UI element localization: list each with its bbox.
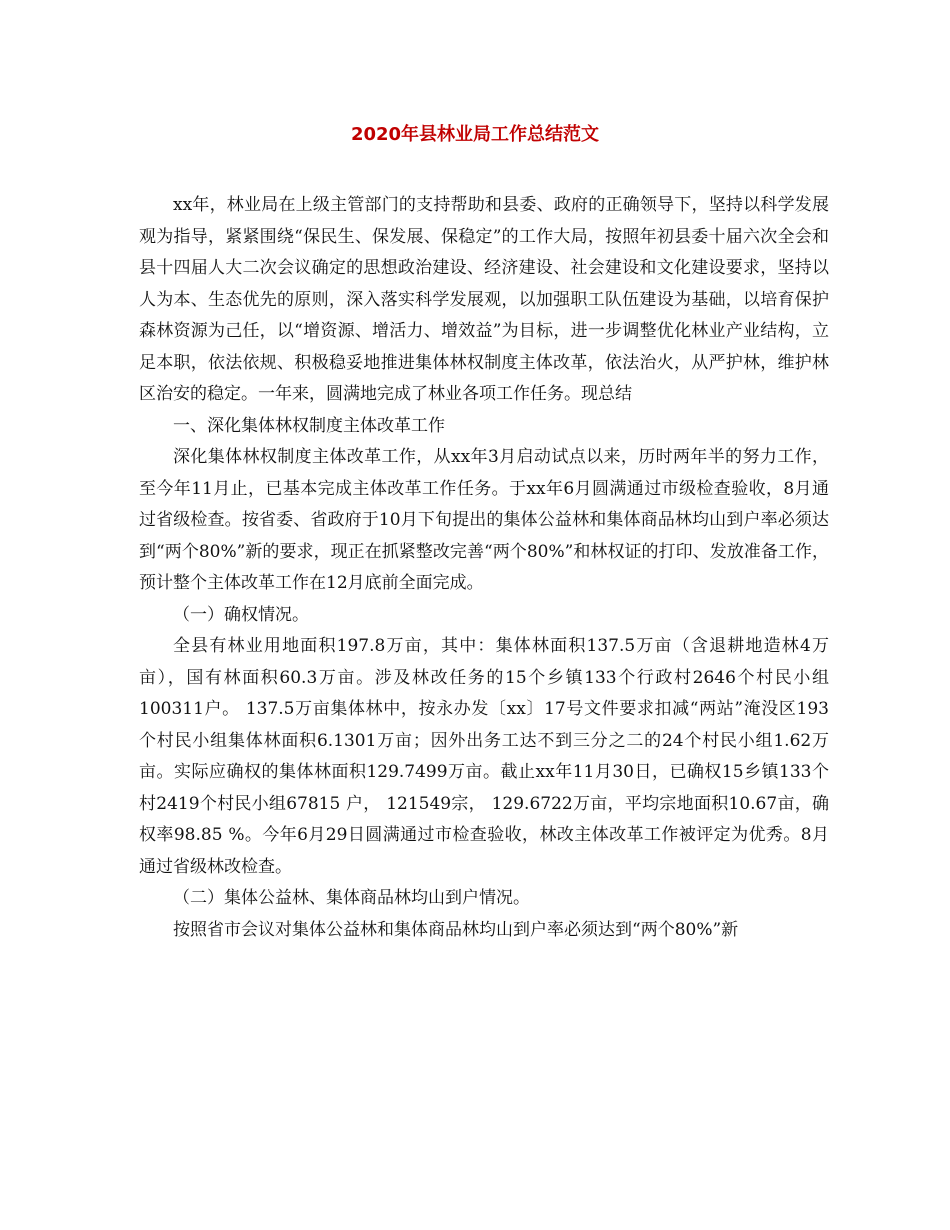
paragraph-rights: 全县有林业用地面积197.8万亩，其中：集体林面积137.5万亩（含退耕地造林4万亩），国有林面积60.3万亩。涉及林改任务的15个乡镇133个行政村2646个村民小组100311户。 137.5万亩集体林中，按永办发〔xx〕17号文件要求扣减“两站”淹没区193 个村民小组集体林面积6.1301万亩；因外出务工达不到三分之二的24个村民小组1.62万亩。实际应确权的集体林面积129.7499万亩。截止xx年11月30日，已确权15乡镇133个村2419个村民小组67815 户， 121549宗， 129.6722万亩，平均宗地面积10.67亩，确权率98.85 %。今年6月29日圆满通过市检查验收，林改主体改革工作被评定为优秀。8月通过省级林改检查。 [139,636,829,877]
section-heading-1: 一、深化集体林权制度主体改革工作 [173,415,445,436]
paragraph-forest-allocation: 按照省市会议对集体公益林和集体商品林均山到户率必须达到“两个80%”新 [173,919,739,940]
paragraph-intro: xx年，林业局在上级主管部门的支持帮助和县委、政府的正确领导下，坚持以科学发展观为指导，紧紧围绕“保民生、保发展、保稳定”的工作大局，按照年初县委十届六次全会和县十四届人大二次会议确定的思想政治建设、经济建设、社会建设和文化建设要求，坚持以人为本、生态优先的原则，深入落实科学发展观，以加强职工队伍建设为基础，以培育保护森林资源为己任，以“增资源、增活力、增效益”为目标，进一步调整优化林业产业结构，立足本职，依法依规、积极稳妥地推进集体林权制度主体改革，依法治火，从严护林，维护林区治安的稳定。一年来，圆满地完成了林业各项工作任务。现总结 [139,195,829,404]
document-title: 2020年县林业局工作总结范文 [350,124,600,145]
subsection-heading-2: （二）集体公益林、集体商品林均山到户情况。 [173,888,530,908]
subsection-heading-1: （一）确权情况。 [173,604,309,625]
paragraph-reform: 深化集体林权制度主体改革工作，从xx年3月启动试点以来，历时两年半的努力工作，至今年11月止，已基本完成主体改革工作任务。于xx年6月圆满通过市级检查验收，8月通过省级检查。按省委、省政府于10月下旬提出的集体公益林和集体商品林均山到户率必须达到“两个80%”新的要求，现正在抓紧整改完善“两个80%”和林权证的打印、发放准备工作，预计整个主体改革工作在12月底前全面完成。 [139,447,829,593]
document-body [139,190,829,946]
